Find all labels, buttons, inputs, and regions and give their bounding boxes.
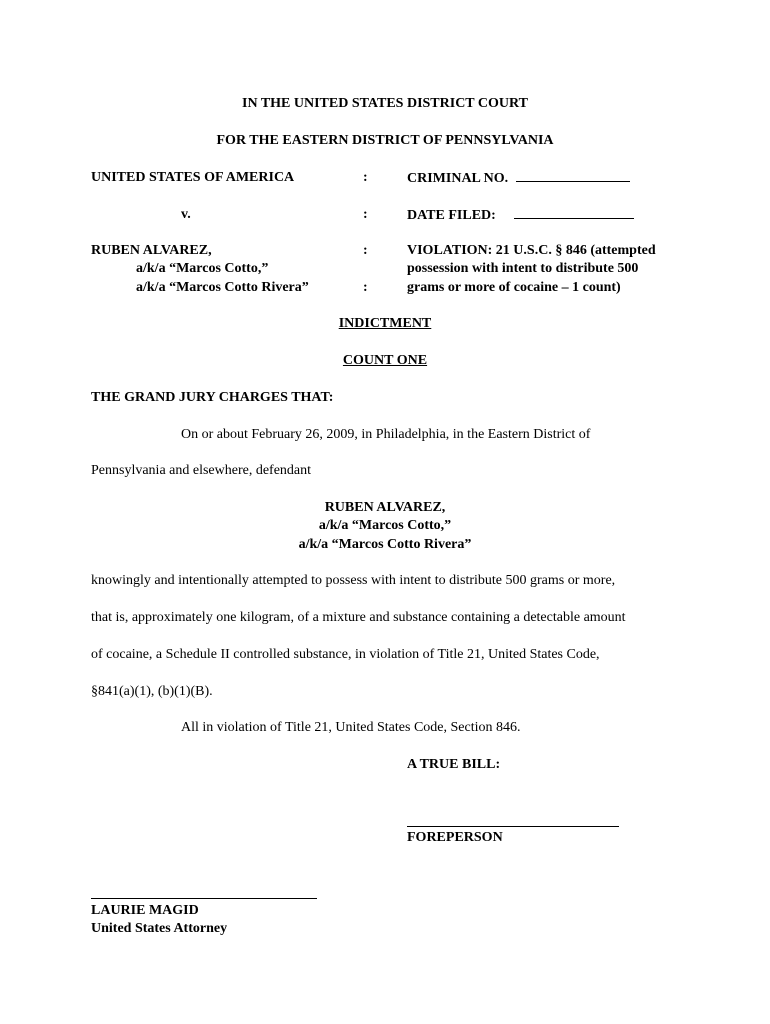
attorney-title: United States Attorney — [91, 921, 228, 936]
attorney-signature-line — [91, 898, 317, 899]
para3: All in violation of Title 21, United States Code, Section 846. — [181, 720, 521, 735]
violation-line3: grams or more of cocaine – 1 count) — [407, 280, 621, 295]
caption-colon: : — [363, 170, 368, 185]
para2-line3: of cocaine, a Schedule II controlled substance, in violation of Title 21, United States Code, — [91, 647, 600, 662]
criminal-no-blank — [516, 169, 630, 182]
para2-line4: §841(a)(1), (b)(1)(B). — [91, 684, 213, 699]
caption-defendant: RUBEN ALVAREZ, — [91, 243, 212, 258]
indictment-heading: INDICTMENT — [338, 316, 432, 331]
foreperson-signature-line — [407, 826, 619, 827]
date-filed-blank — [514, 206, 634, 219]
court-title-line2: FOR THE EASTERN DISTRICT OF PENNSYLVANIA — [216, 133, 554, 148]
count-one-heading: COUNT ONE — [342, 353, 428, 368]
foreperson-label: FOREPERSON — [407, 830, 503, 845]
criminal-no-label: CRIMINAL NO. — [407, 171, 509, 186]
para2-line2: that is, approximately one kilogram, of a mixture and substance containing a detectable amount — [91, 610, 626, 625]
caption-colon: : — [363, 280, 368, 295]
defendant-aka2: a/k/a “Marcos Cotto Rivera” — [298, 537, 472, 552]
caption-aka2: a/k/a “Marcos Cotto Rivera” — [136, 280, 309, 295]
caption-plaintiff: UNITED STATES OF AMERICA — [91, 170, 295, 185]
court-title-line1: IN THE UNITED STATES DISTRICT COURT — [242, 96, 528, 111]
caption-colon: : — [363, 243, 368, 258]
date-filed-label: DATE FILED: — [407, 208, 496, 223]
para1-line2: Pennsylvania and elsewhere, defendant — [91, 463, 312, 478]
para2-line1: knowingly and intentionally attempted to possess with intent to distribute 500 grams or more, — [91, 573, 616, 588]
para1-line1: On or about February 26, 2009, in Philadelphia, in the Eastern District of — [181, 427, 591, 442]
violation-line2: possession with intent to distribute 500 — [407, 261, 639, 276]
defendant-aka1: a/k/a “Marcos Cotto,” — [318, 518, 452, 533]
caption-colon: : — [363, 207, 368, 222]
defendant-name: RUBEN ALVAREZ, — [324, 500, 446, 515]
grand-jury-heading: THE GRAND JURY CHARGES THAT: — [91, 390, 334, 405]
criminal-no — [407, 169, 630, 188]
date-filed — [407, 206, 634, 225]
violation-line1: VIOLATION: 21 U.S.C. § 846 (attempted — [407, 243, 656, 258]
caption-aka1: a/k/a “Marcos Cotto,” — [136, 261, 269, 276]
attorney-name: LAURIE MAGID — [91, 903, 199, 918]
true-bill-label: A TRUE BILL: — [407, 757, 501, 772]
caption-versus: v. — [181, 207, 191, 222]
